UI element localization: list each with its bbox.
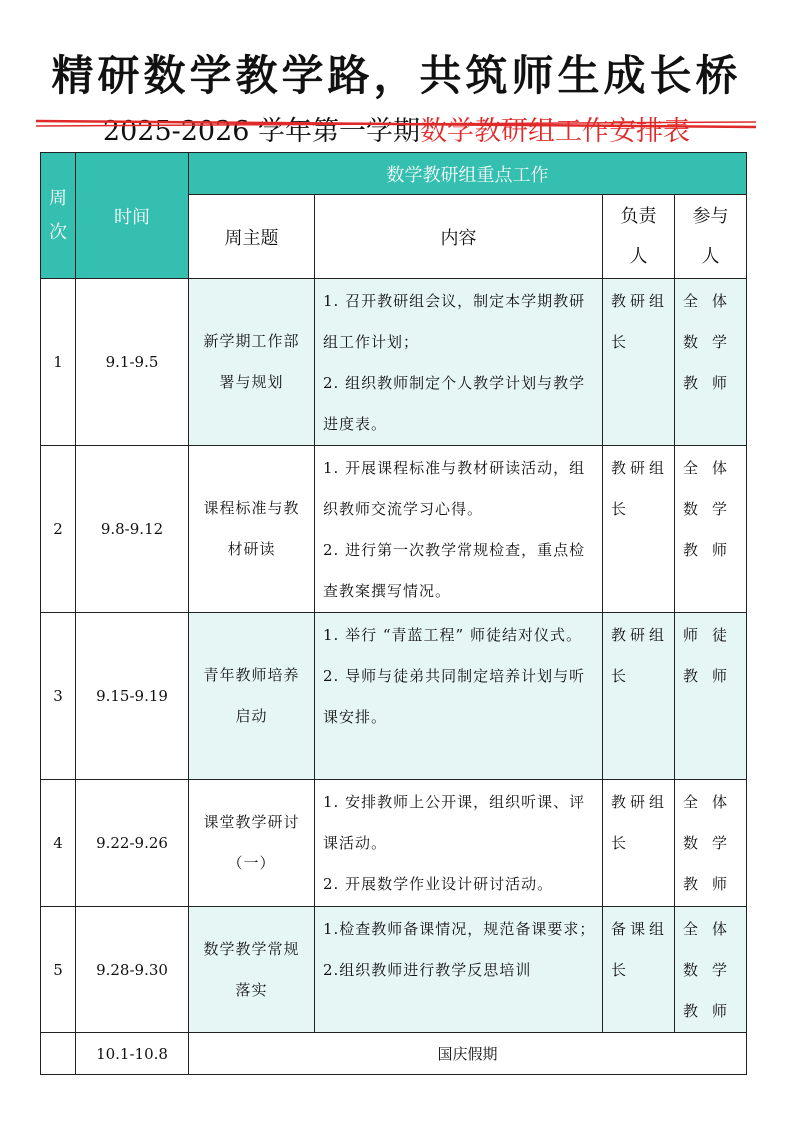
row-content: 1. 召开教研组会议，制定本学期教研组工作计划； 2. 组织教师制定个人教学计划与教学进度表。 bbox=[315, 279, 603, 446]
header-participants: 参与人 bbox=[675, 195, 747, 279]
table-row bbox=[41, 907, 747, 1033]
table-row bbox=[41, 446, 747, 613]
holiday-label: 国庆假期 bbox=[189, 1033, 747, 1075]
row-owner: 教研组长 bbox=[603, 446, 675, 613]
row-theme: 青年教师培养启动 bbox=[189, 613, 315, 780]
table-row bbox=[41, 780, 747, 907]
header-content: 内容 bbox=[315, 195, 603, 279]
row-time: 9.15-9.19 bbox=[76, 613, 189, 780]
row-week: 3 bbox=[41, 613, 76, 780]
row-time: 9.8-9.12 bbox=[76, 446, 189, 613]
row-time: 9.1-9.5 bbox=[76, 279, 189, 446]
row-participants: 全体数学教师 bbox=[675, 279, 747, 446]
row-content: 1. 举行 “青蓝工程” 师徒结对仪式。 2. 导师与徒弟共同制定培养计划与听课安排。 bbox=[315, 613, 603, 780]
row-participants: 师徒教师 bbox=[675, 613, 747, 780]
row-theme: 新学期工作部署与规划 bbox=[189, 279, 315, 446]
table-row bbox=[41, 279, 747, 446]
table-row bbox=[41, 613, 747, 780]
row-theme: 课程标准与教材研读 bbox=[189, 446, 315, 613]
header-theme: 周主题 bbox=[189, 195, 315, 279]
row-owner: 教研组长 bbox=[603, 613, 675, 780]
holiday-row bbox=[41, 1033, 747, 1075]
row-content: 1.检查教师备课情况，规范备课要求； 2.组织教师进行教学反思培训 bbox=[315, 907, 603, 1033]
row-time: 9.28-9.30 bbox=[76, 907, 189, 1033]
row-content: 1. 开展课程标准与教材研读活动，组织教师交流学习心得。 2. 进行第一次教学常规检查，重点检查教案撰写情况。 bbox=[315, 446, 603, 613]
row-participants: 全体数学教师 bbox=[675, 446, 747, 613]
subtitle-red: 数学教研组工作安排表 bbox=[420, 116, 691, 147]
schedule-table bbox=[40, 152, 747, 1075]
row-theme: 数学教学常规落实 bbox=[189, 907, 315, 1033]
row-week: 4 bbox=[41, 780, 76, 907]
row-owner: 教研组长 bbox=[603, 279, 675, 446]
header-week: 周次 bbox=[41, 153, 76, 279]
row-week: 2 bbox=[41, 446, 76, 613]
row-theme: 课堂教学研讨（一） bbox=[189, 780, 315, 907]
row-week: 1 bbox=[41, 279, 76, 446]
row-owner: 教研组长 bbox=[603, 780, 675, 907]
subtitle-year: 2025-2026 学年第一学期 bbox=[102, 116, 421, 147]
strike-decoration bbox=[36, 118, 756, 130]
row-participants: 全体数学教师 bbox=[675, 780, 747, 907]
holiday-time: 10.1-10.8 bbox=[76, 1033, 189, 1075]
row-time: 9.22-9.26 bbox=[76, 780, 189, 907]
row-participants: 全体数学教师 bbox=[675, 907, 747, 1033]
row-week: 5 bbox=[41, 907, 76, 1033]
page-title: 精研数学教学路，共筑师生成长桥 bbox=[51, 51, 742, 100]
row-owner: 备课组长 bbox=[603, 907, 675, 1033]
header-time: 时间 bbox=[76, 153, 189, 279]
holiday-week bbox=[41, 1033, 76, 1075]
header-owner: 负责人 bbox=[603, 195, 675, 279]
header-group: 数学教研组重点工作 bbox=[189, 153, 747, 195]
row-content: 1. 安排教师上公开课，组织听课、评课活动。 2. 开展数学作业设计研讨活动。 bbox=[315, 780, 603, 907]
